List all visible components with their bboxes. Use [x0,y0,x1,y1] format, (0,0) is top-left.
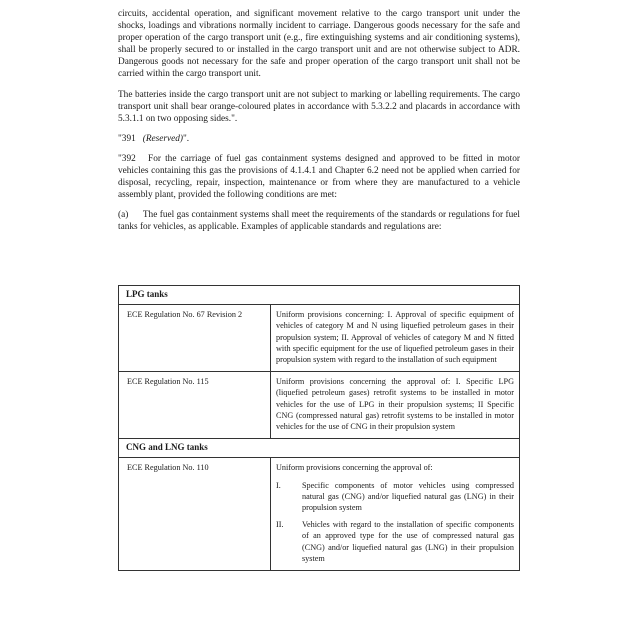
section-header-cng-lng: CNG and LNG tanks [119,439,520,458]
item-text: Specific components of motor vehicles using compressed natural gas (CNG) and/or liquefied natural gas (LNG) in their propulsion system [302,480,514,513]
description-cell [271,458,520,571]
reserved-label: (Reserved) [142,133,183,144]
paragraph-a [118,209,520,233]
closing-quote: ". [183,133,190,144]
regulations-table [118,285,520,571]
regulation-cell: ECE Regulation No. 110 [119,458,271,571]
item-label: (a) [118,210,129,221]
section-header-lpg: LPG tanks [119,286,520,305]
provision-number: "391 [118,133,136,144]
paragraph-391 [118,133,520,145]
paragraph-cargo-safety: circuits, accidental operation, and significant movement relative to the cargo transport unit under the shocks, loadings and vibrations normally incident to carriage. Dangerous goods necessary for the safe and proper operation of the cargo transport unit (e.g., fire extinguishing systems and air conditioning systems), shall be properly secured to or installed in the cargo transport unit and are not otherwise subject to ADR. Dangerous goods not necessary for the safe and proper operation of the cargo transport unit shall not be carried within the cargo transport unit. [118,9,520,80]
table-section-row [119,286,520,305]
description-cell: Uniform provisions concerning: I. Approval of specific equipment of vehicles of category M and N using liquefied petroleum gases in their propulsion system; II. Approval of vehicles of category M and N fitted with specific equipment for the use of liquefied petroleum gases in their propulsion system with regard to the installation of such equipment [271,305,520,372]
item-number: II. [276,520,284,530]
table-row [119,305,520,372]
item-text: The fuel gas containment systems shall meet the requirements of the standards or regulations for fuel tanks for vehicles, as applicable. Examples of applicable standards and regulations are: [118,210,520,233]
description-item-i [276,480,514,514]
paragraph-batteries: The batteries inside the cargo transport unit are not subject to marking or labelling requirements. The cargo transport unit shall bear orange-coloured plates in accordance with 5.3.2.2 and placards in accordance with 5.3.1.1 on two opposing sides.". [118,89,520,124]
regulation-cell: ECE Regulation No. 115 [119,372,271,439]
table-section-row [119,439,520,458]
item-number: I. [276,480,281,490]
description-cell: Uniform provisions concerning the approval of: I. Specific LPG (liquefied petroleum gases) retrofit systems to be installed in motor vehicles for the use of LPG in their propulsion systems; II Specific CNG (compressed natural gas) retrofit systems to be installed in motor vehicles for the use of CNG in their propulsion system [271,372,520,439]
table-row [119,372,520,439]
paragraph-392: "392 For the carriage of fuel gas containment systems designed and approved to be fitted in motor vehicles containing this gas the provisions of 4.1.4.1 and Chapter 6.2 need not be applied when carried for disposal, recycling, repair, inspection, maintenance or from where they are manufactured to a vehicle assembly plant, provided the following conditions are met: [118,153,523,201]
document-body [118,8,523,234]
description-item-ii [276,519,514,564]
table-row [119,458,520,571]
description-intro: Uniform provisions concerning the approval of: [276,463,433,473]
regulation-cell: ECE Regulation No. 67 Revision 2 [119,305,271,372]
item-text: Vehicles with regard to the installation of specific components of an approved type for the use of compressed natural gas (CNG) and/or liquefied natural gas (LNG) in their propulsion system [302,520,514,563]
